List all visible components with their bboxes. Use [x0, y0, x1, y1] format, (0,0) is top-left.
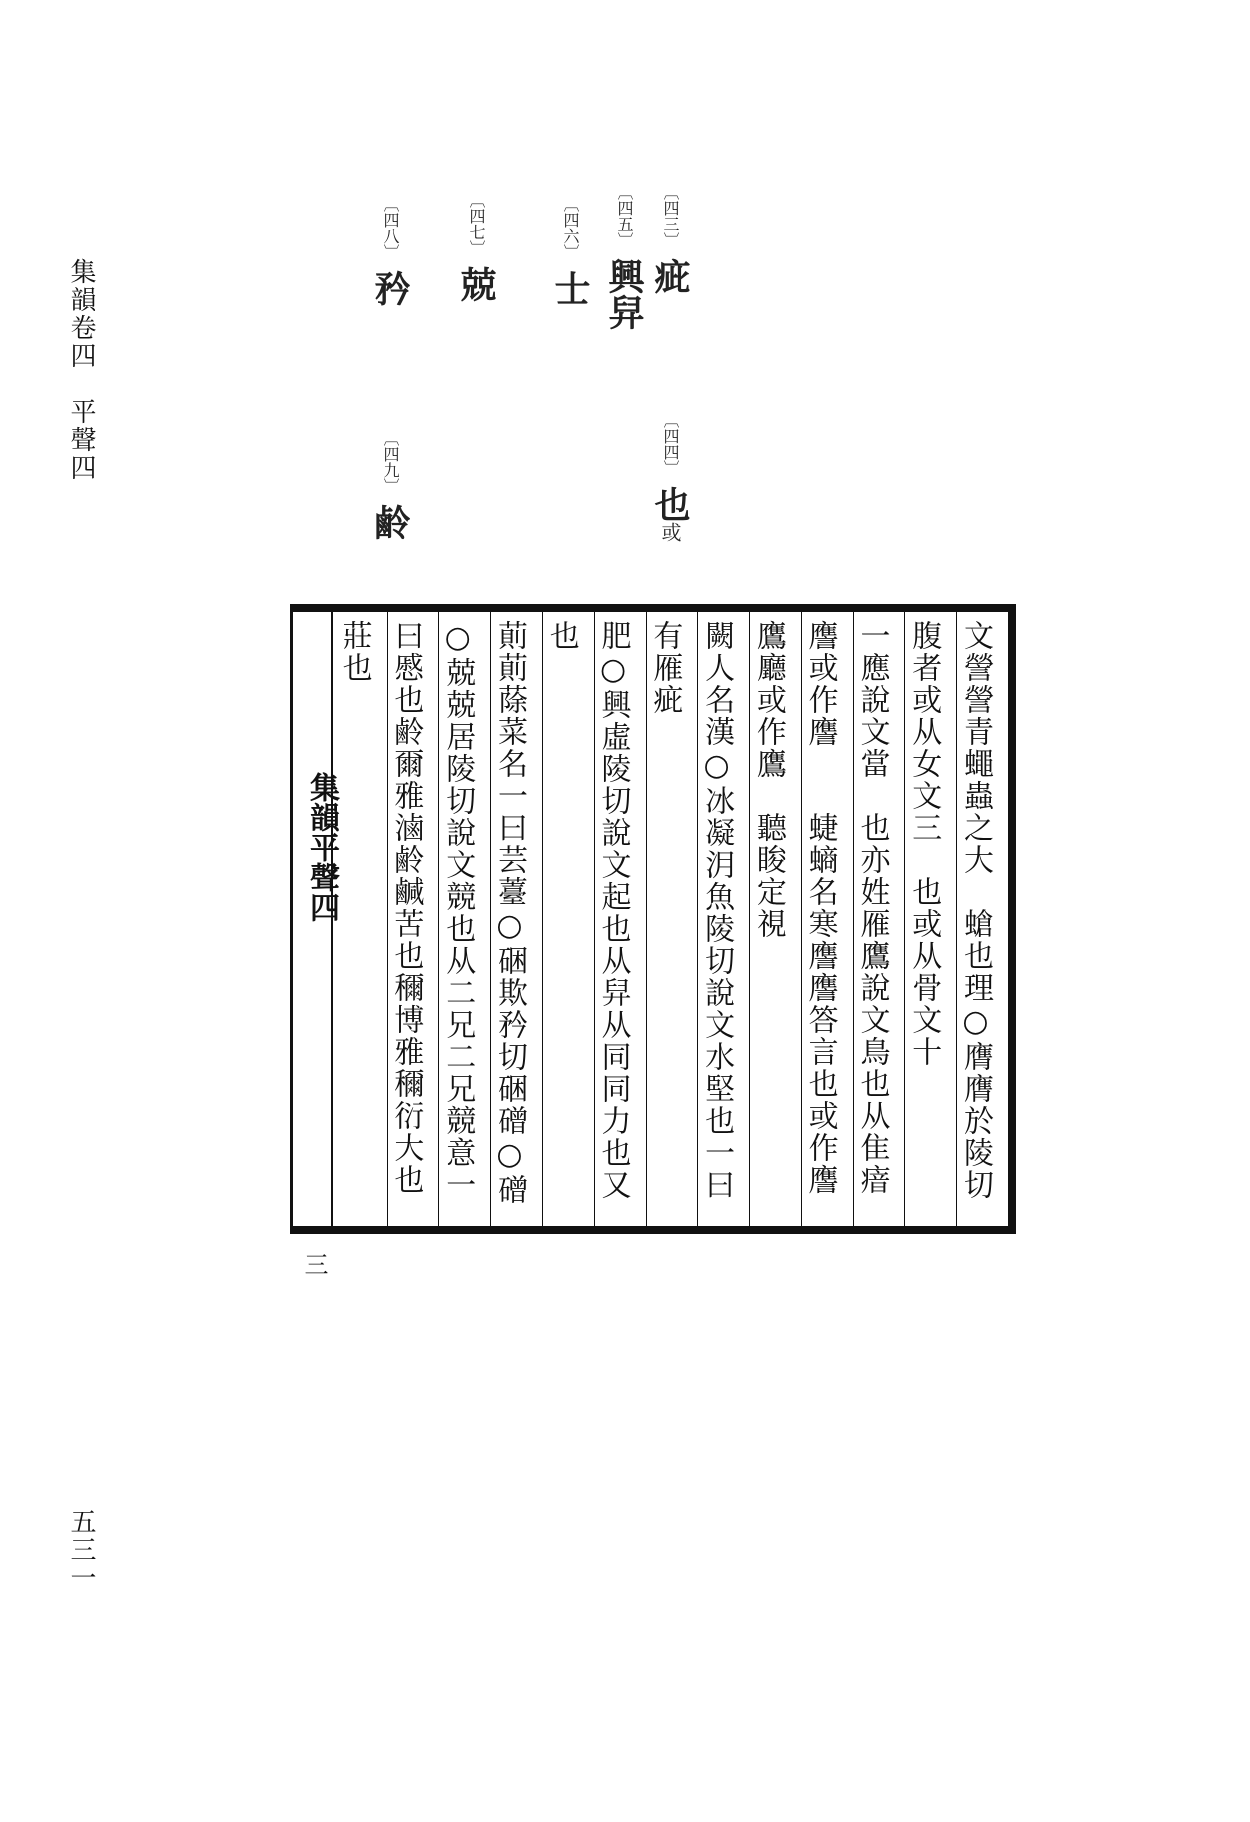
collation-note-44 — [649, 412, 691, 542]
note-char: 士 — [549, 270, 591, 306]
note-marker: 〔四五〕 — [615, 184, 634, 248]
note-marker: 〔四八〕 — [381, 196, 400, 260]
block-folio: 三 — [300, 1252, 328, 1276]
text-column: 闕人名漢○冰凝㳉魚陵切說文水堅也一曰 — [697, 612, 749, 1226]
text-column: 萴萴蒢菜名一曰芸薹○硱欺矜切硱磳○磳 — [490, 612, 542, 1226]
running-header: 集韻卷四 平聲四 — [66, 258, 96, 482]
collation-note-48 — [369, 196, 411, 306]
collation-note-45 — [603, 184, 645, 330]
note-char: 兢 — [455, 266, 497, 302]
collation-note-47 — [455, 192, 497, 302]
text-column: 文謍謍青蠅蟲之大 螥也理○膺膺於陵切 — [956, 612, 1008, 1226]
note-marker: 〔四三〕 — [661, 184, 680, 248]
text-block — [290, 604, 1016, 1276]
text-column: 譍或作譍 蜨螪名寒譍譍答言也或作譍 — [801, 612, 853, 1226]
collation-note-43 — [649, 184, 691, 294]
text-columns — [335, 612, 1008, 1226]
text-column: 腹者或从女文三 也或从骨文十 — [904, 612, 956, 1226]
text-column: ○兢兢居陵切說文競也从二兄二兄競意一 — [438, 612, 490, 1226]
note-extra: 或 — [658, 522, 682, 542]
text-column: 有雁疵 — [646, 612, 698, 1226]
note-marker: 〔四四〕 — [661, 412, 680, 476]
text-column: 莊也 — [336, 620, 372, 684]
text-column: 曰慼也鹷爾雅滷鹷鹹苦也穪博雅穪衍大也 — [387, 612, 439, 1226]
collation-note-49 — [369, 430, 411, 540]
note-marker: 〔四六〕 — [561, 196, 580, 260]
note-char: 矜 — [369, 270, 411, 306]
note-char: 疵 — [649, 258, 691, 294]
note-marker: 〔四九〕 — [381, 430, 400, 494]
note-char: 興 — [603, 258, 645, 294]
note-char: 也 — [649, 486, 691, 522]
note-extra: 舁 — [603, 294, 645, 330]
block-label: 集韻平聲四 — [304, 772, 339, 922]
block-margin — [293, 612, 339, 1276]
text-column: 肥○興虛陵切說文起也从舁从同同力也又 — [594, 612, 646, 1226]
page-number: 五三一 — [66, 1508, 96, 1592]
text-column: 一應說文當 也亦姓雁鷹說文鳥也从隹瘖 — [853, 612, 905, 1226]
text-column: 也 — [542, 612, 594, 1226]
text-column: 鷹廳或作鷹 聽睃定視 — [749, 612, 801, 1226]
note-marker: 〔四七〕 — [467, 192, 486, 256]
collation-note-46 — [549, 196, 591, 306]
note-char: 鹷 — [369, 504, 411, 540]
